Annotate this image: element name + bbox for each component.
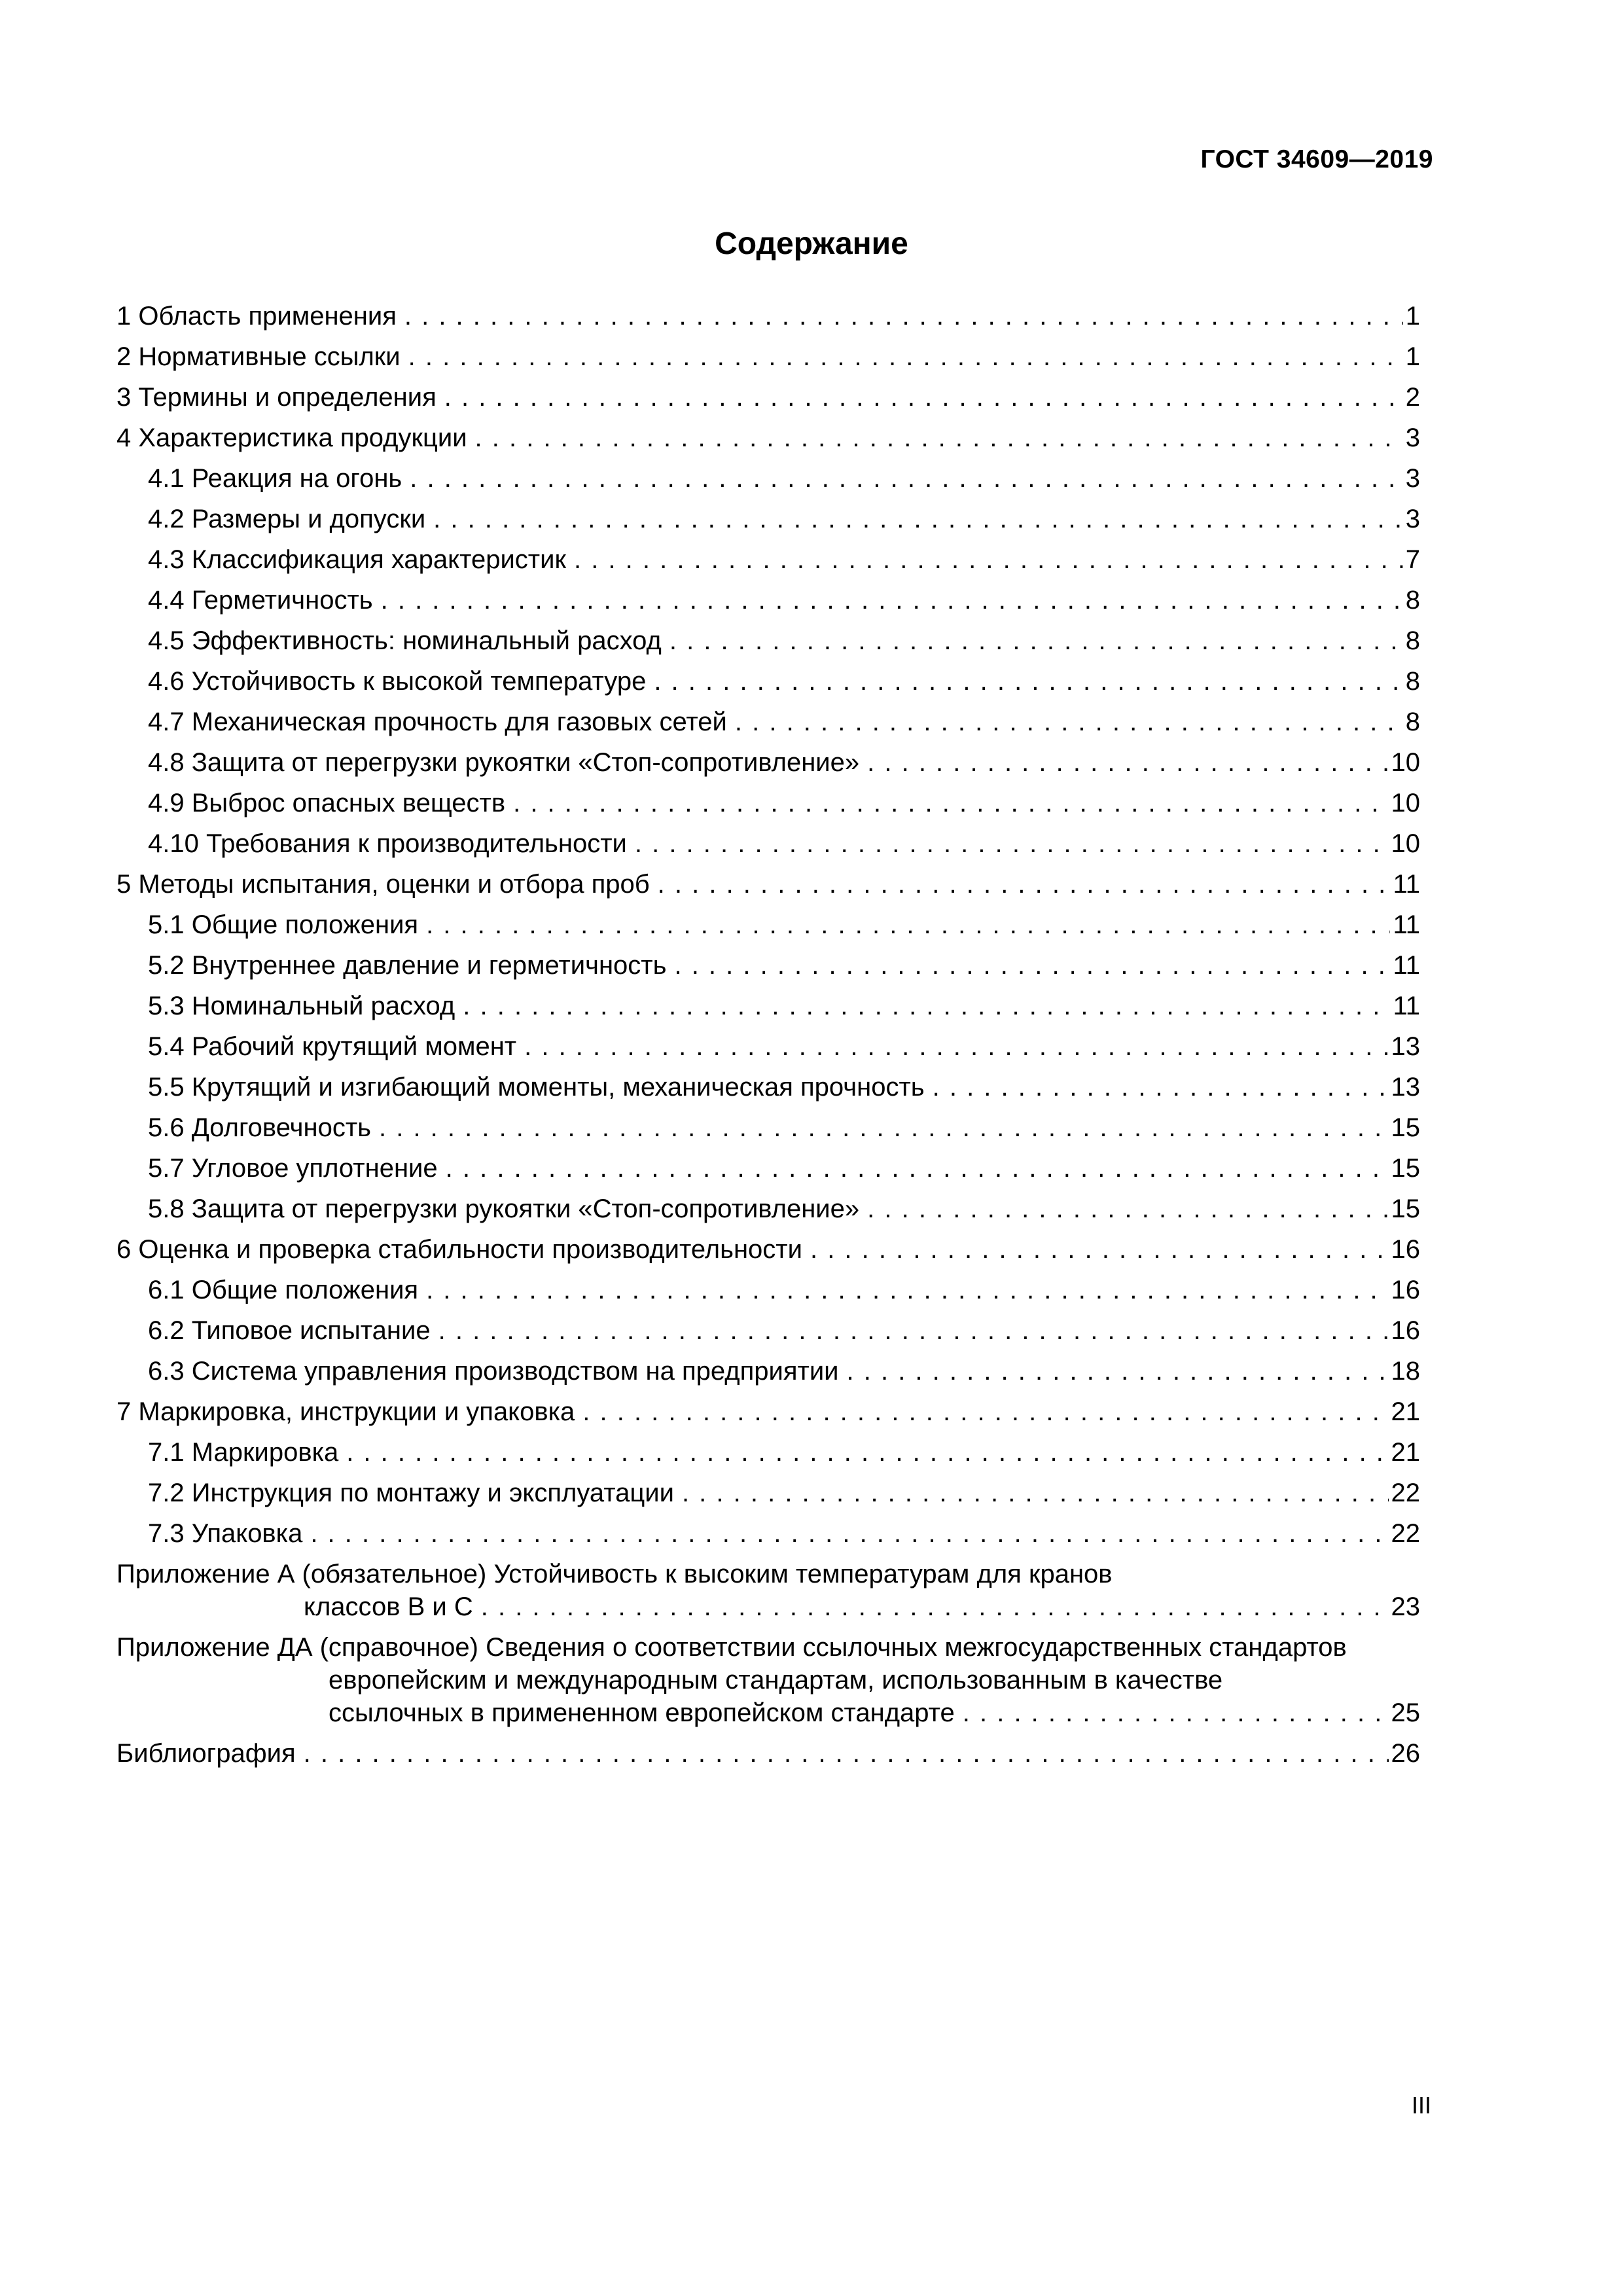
toc-dot-leader [433,499,1403,539]
toc-entry-page: 3 [1405,505,1420,533]
toc-subentry[interactable] [116,1026,1420,1067]
toc-subentry[interactable] [116,783,1420,823]
toc-entry-page: 8 [1405,626,1420,655]
toc-entry-page: 11 [1393,992,1420,1020]
toc-entry[interactable] [116,418,1420,458]
toc-entry[interactable] [116,336,1420,377]
toc-dot-leader [381,580,1403,620]
toc-entry-page: 1 [1405,302,1420,331]
toc-entry-page: 13 [1391,1032,1420,1061]
toc-entry-page: 26 [1391,1739,1420,1768]
toc-entry-label: 5.4 Рабочий крутящий момент [148,1032,517,1061]
toc-dot-leader [847,1351,1389,1391]
toc-dot-leader [867,1189,1388,1229]
toc-entry-page: 15 [1391,1113,1420,1142]
toc-dot-leader [963,1696,1389,1729]
toc-entry-page: 8 [1405,667,1420,696]
toc-entry-label: 5.8 Защита от перегрузки рукоятки «Стоп-сопротивление» [148,1194,860,1223]
toc-entry-page: 16 [1391,1276,1420,1304]
toc-entry-page: 22 [1391,1519,1420,1548]
toc-entry-label: 4.4 Герметичность [148,586,373,615]
toc-entry-page: 1 [1405,342,1420,371]
toc-entry-page: 3 [1405,464,1420,493]
document-code: ГОСТ 34609—2019 [1200,145,1433,173]
toc-appendix-da-line1: Приложение ДА (справочное) Сведения о соответствии ссылочных межгосударственных стандартов [116,1633,1347,1662]
toc-entry-label: 4.3 Классификация характеристик [148,545,566,574]
toc-entry-label: 5.5 Крутящий и изгибающий моменты, механическая прочность [148,1073,925,1102]
toc-entry[interactable] [116,1391,1420,1432]
toc-subentry[interactable] [116,580,1420,620]
toc-appendix-a-last-line [116,1590,1420,1623]
toc-entry-label: 7 Маркировка, инструкции и упаковка [116,1397,575,1426]
toc-entry-page: 3 [1405,423,1420,452]
toc-appendix-da-line2: европейским и международным стандартам, использованным в качестве [329,1666,1223,1695]
toc-entry[interactable] [116,296,1420,336]
toc-entry-label: Библиография [116,1739,296,1768]
toc-entry-page: 7 [1405,545,1420,574]
toc-subentry[interactable] [116,905,1420,945]
toc-subentry[interactable] [116,458,1420,499]
toc-subentry[interactable] [116,742,1420,783]
toc-appendix-da[interactable] [116,1627,1420,1733]
toc-subentry[interactable] [116,702,1420,742]
toc-subentry[interactable] [116,539,1420,580]
toc-entry[interactable] [116,864,1420,905]
toc-entry-label: 4.2 Размеры и допуски [148,505,426,533]
page-number: III [1411,2092,1431,2119]
toc-subentry[interactable] [116,1432,1420,1473]
toc-appendix-a-page: 23 [1391,1592,1420,1621]
toc-dot-leader [444,377,1403,418]
toc-entry-label: 5 Методы испытания, оценки и отбора проб [116,870,650,899]
toc-entry-label: 6.1 Общие положения [148,1276,419,1304]
toc-dot-leader [304,1733,1389,1774]
table-of-contents [116,296,1420,1774]
toc-dot-leader [674,945,1390,986]
toc-dot-leader [574,539,1403,580]
toc-appendix-a-line1: Приложение А (обязательное) Устойчивость к высоким температурам для кранов [116,1560,1113,1588]
toc-entry-page: 16 [1391,1235,1420,1264]
toc-subentry[interactable] [116,1148,1420,1189]
toc-entry-page: 18 [1391,1357,1420,1386]
toc-entry-label: 5.2 Внутреннее давление и герметичность [148,951,667,980]
toc-entry-page: 21 [1391,1397,1420,1426]
toc-entry-page: 15 [1391,1154,1420,1183]
toc-entry-label: 4.1 Реакция на огонь [148,464,402,493]
toc-entry-label: 5.6 Долговечность [148,1113,371,1142]
toc-subentry[interactable] [116,1351,1420,1391]
toc-entry-page: 11 [1393,951,1420,980]
toc-appendix-da-line3: ссылочных в примененном европейском стандарте [329,1698,955,1727]
toc-dot-leader [426,1270,1388,1310]
toc-dot-leader [654,661,1402,702]
toc-entry-page: 21 [1391,1438,1420,1467]
toc-entry-label: 4.8 Защита от перегрузки рукоятки «Стоп-сопротивление» [148,748,860,777]
toc-dot-leader [446,1148,1389,1189]
toc-dot-leader [426,905,1390,945]
toc-entry-label: 6.3 Система управления производством на предприятии [148,1357,839,1386]
toc-subentry[interactable] [116,1310,1420,1351]
toc-entry-page: 2 [1405,383,1420,412]
toc-appendix-a-line2: классов В и С [304,1592,473,1621]
toc-entry-label: 7.3 Упаковка [148,1519,303,1548]
toc-subentry[interactable] [116,1189,1420,1229]
toc-entry-label: 6 Оценка и проверка стабильности производительности [116,1235,802,1264]
toc-dot-leader [463,986,1390,1026]
toc-dot-leader [524,1026,1388,1067]
toc-subentry[interactable] [116,1473,1420,1513]
toc-dot-leader [404,296,1403,336]
toc-dot-leader [810,1229,1389,1270]
toc-entry-page: 10 [1391,789,1420,817]
toc-entry-label: 4.7 Механическая прочность для газовых сетей [148,708,727,736]
toc-entry-label: 5.1 Общие положения [148,910,419,939]
toc-entry-label: 7.2 Инструкция по монтажу и эксплуатации [148,1479,674,1507]
toc-entry-label: 2 Нормативные ссылки [116,342,401,371]
toc-entry-page: 16 [1391,1316,1420,1345]
toc-dot-leader [735,702,1403,742]
toc-entry-page: 11 [1393,870,1420,899]
page-title: Содержание [715,226,908,261]
toc-subentry[interactable] [116,1270,1420,1310]
toc-entry-page: 10 [1391,829,1420,858]
toc-entry-label: 4.9 Выброс опасных веществ [148,789,506,817]
toc-subentry[interactable] [116,1067,1420,1107]
toc-entry[interactable] [116,1229,1420,1270]
toc-subentry[interactable] [116,661,1420,702]
toc-entry-label: 5.3 Номинальный расход [148,992,455,1020]
toc-dot-leader [513,783,1388,823]
toc-dot-leader [635,823,1389,864]
toc-entry-page: 8 [1405,708,1420,736]
toc-entry-page: 11 [1393,910,1420,939]
toc-entry-page: 15 [1391,1194,1420,1223]
toc-subentry[interactable] [116,499,1420,539]
toc-dot-leader [682,1473,1389,1513]
toc-subentry[interactable] [116,620,1420,661]
toc-subentry[interactable] [116,986,1420,1026]
toc-entry-page: 10 [1391,748,1420,777]
toc-dot-leader [310,1513,1388,1554]
toc-appendix-da-page: 25 [1391,1698,1420,1727]
toc-dot-leader [475,418,1403,458]
toc-dot-leader [408,336,1403,377]
toc-entry-label: 4.10 Требования к производительности [148,829,627,858]
toc-entry-label: 6.2 Типовое испытание [148,1316,431,1345]
toc-subentry[interactable] [116,1107,1420,1148]
toc-dot-leader [669,620,1403,661]
toc-entry-label: 5.7 Угловое уплотнение [148,1154,438,1183]
toc-entry-label: 4.6 Устойчивость к высокой температуре [148,667,647,696]
toc-dot-leader [867,742,1388,783]
toc-entry-label: 4 Характеристика продукции [116,423,467,452]
toc-entry-page: 22 [1391,1479,1420,1507]
toc-appendix-da-last-line [116,1696,1420,1729]
toc-appendix-a[interactable] [116,1554,1420,1627]
toc-subentry[interactable] [116,945,1420,986]
toc-entry-label: 3 Термины и определения [116,383,437,412]
toc-dot-leader [438,1310,1389,1351]
toc-dot-leader [582,1391,1388,1432]
toc-bibliography[interactable] [116,1733,1420,1774]
toc-dot-leader [346,1432,1388,1473]
toc-subentry[interactable] [116,823,1420,864]
toc-dot-leader [481,1590,1389,1623]
toc-entry-page: 8 [1405,586,1420,615]
toc-dot-leader [410,458,1403,499]
toc-dot-leader [933,1067,1389,1107]
toc-entry-label: 1 Область применения [116,302,397,331]
toc-entry[interactable] [116,377,1420,418]
toc-dot-leader [658,864,1391,905]
toc-dot-leader [379,1107,1389,1148]
toc-subentry[interactable] [116,1513,1420,1554]
toc-entry-page: 13 [1391,1073,1420,1102]
toc-entry-label: 7.1 Маркировка [148,1438,339,1467]
toc-entry-label: 4.5 Эффективность: номинальный расход [148,626,662,655]
